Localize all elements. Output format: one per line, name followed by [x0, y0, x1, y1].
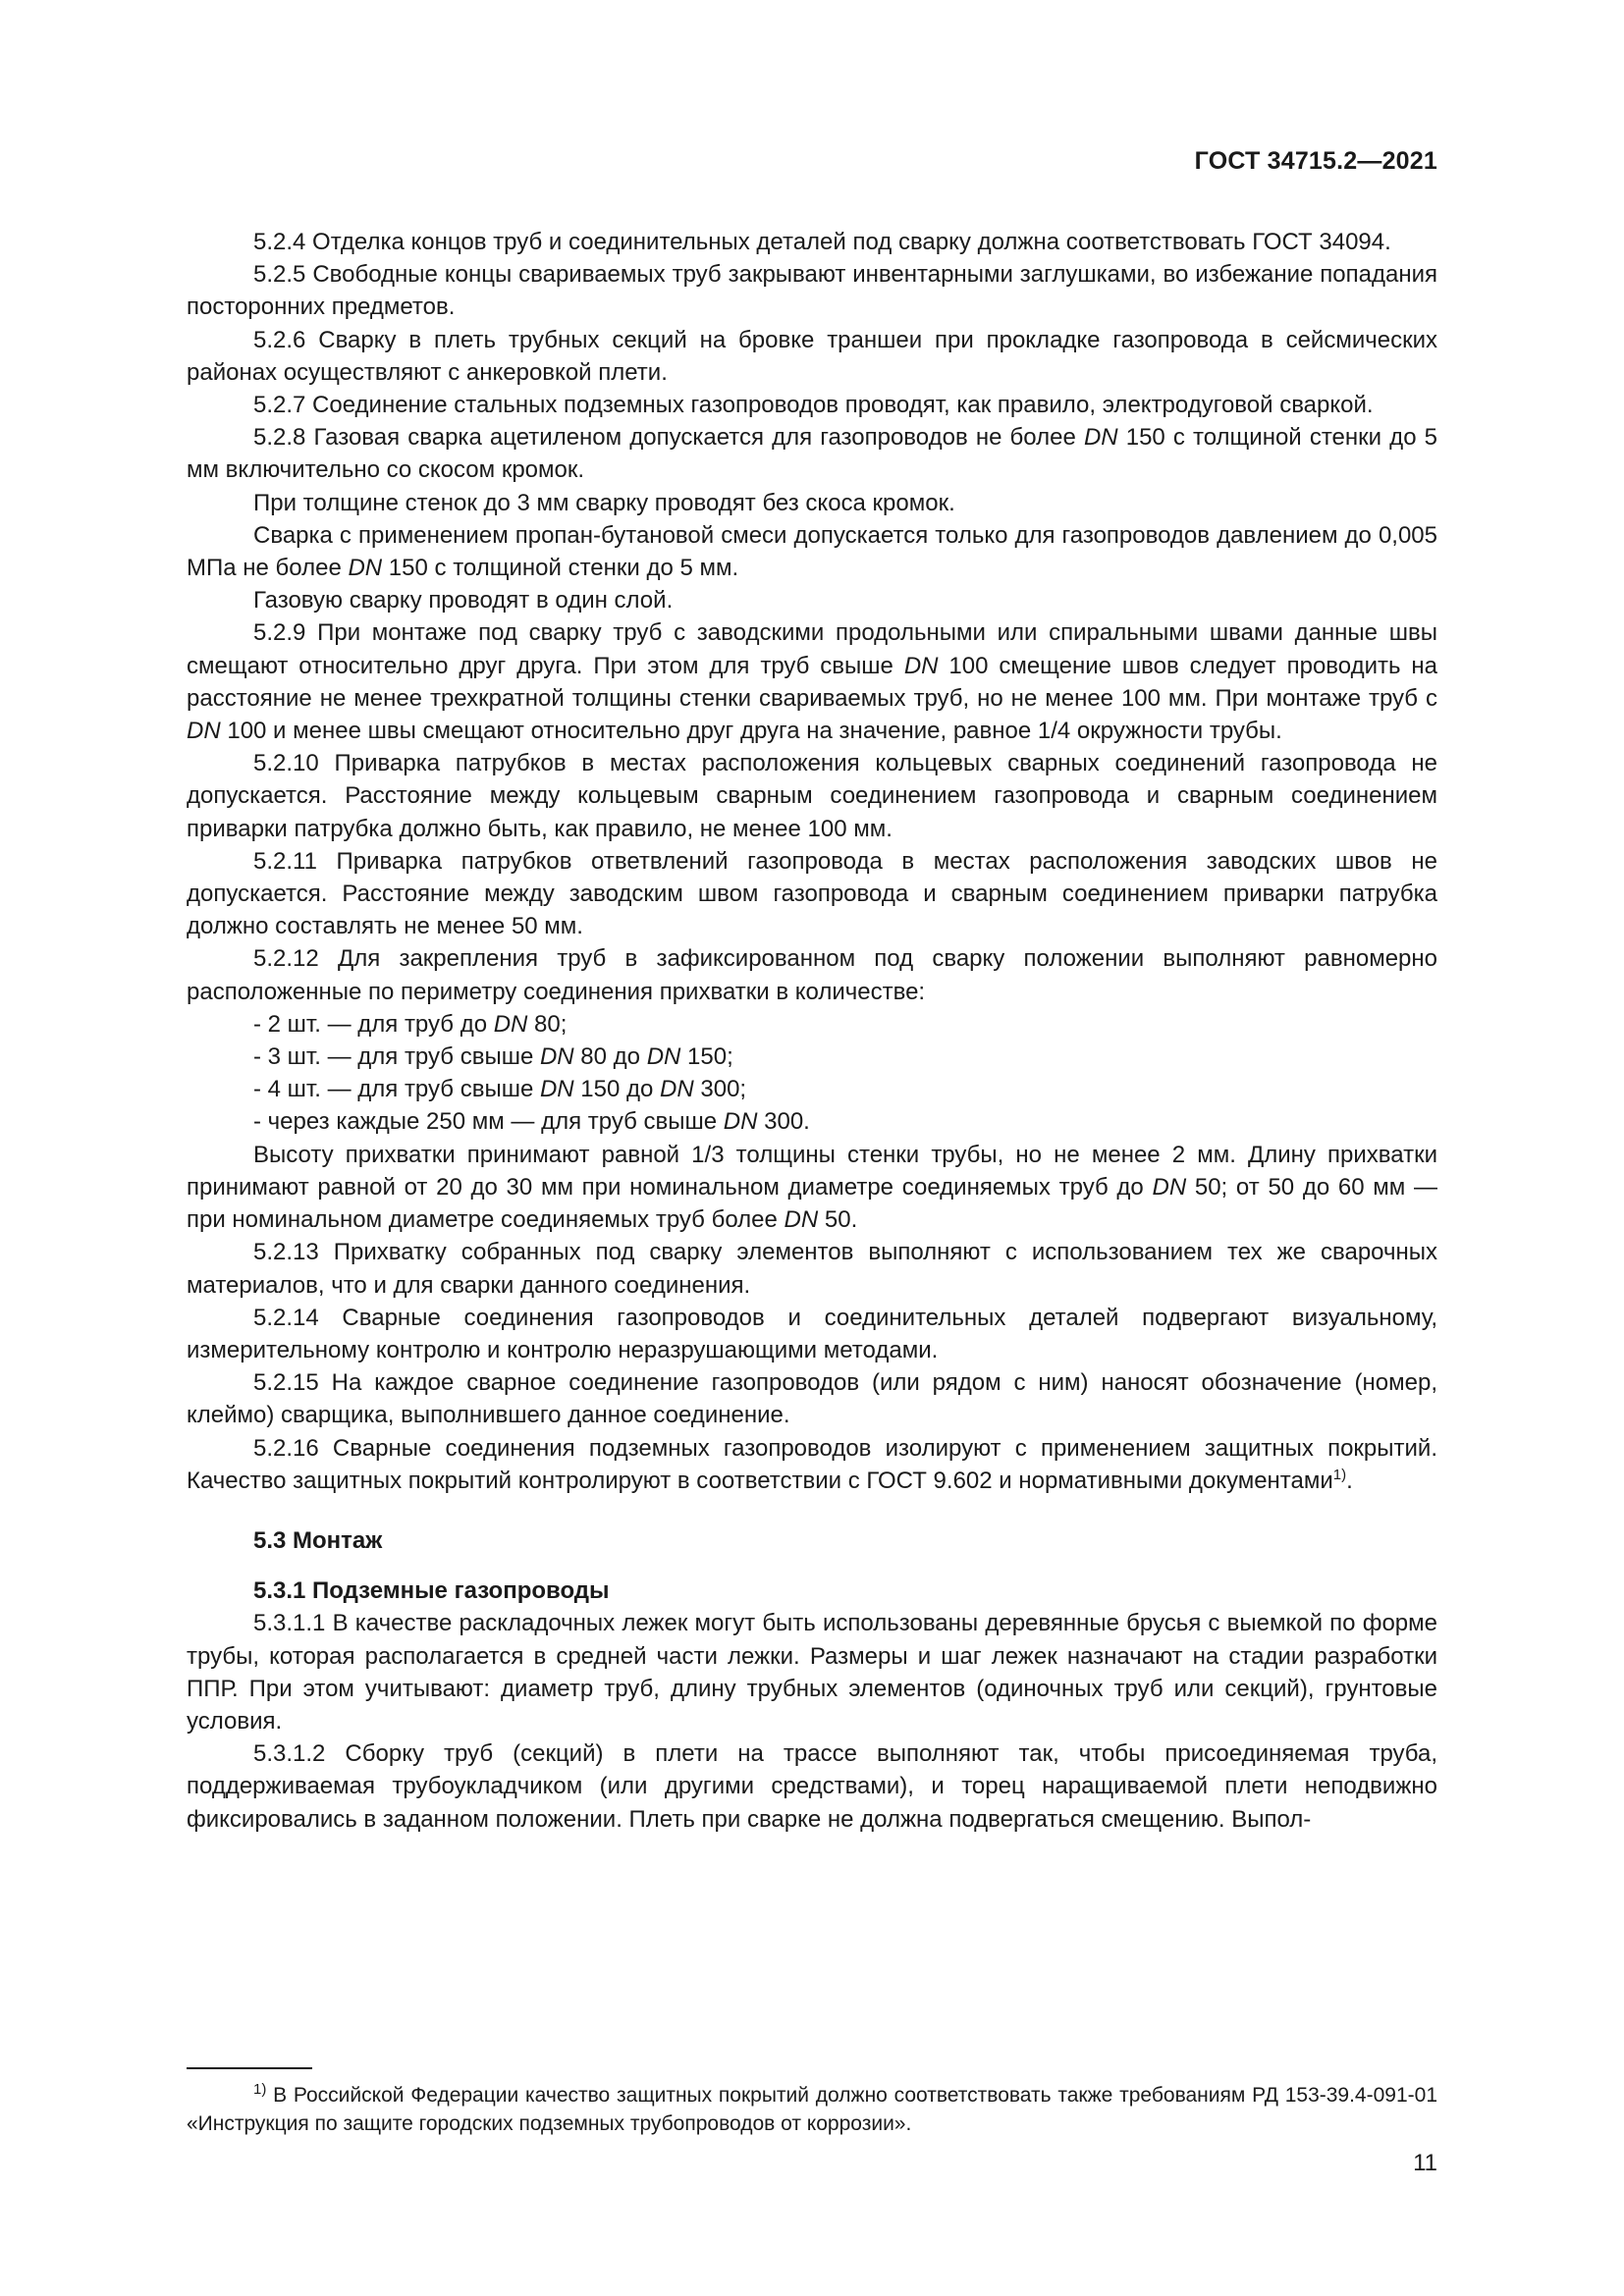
page-number: 11 — [1413, 2150, 1437, 2176]
paragraph-5-2-12-tack-height: Высоту прихватки принимают равной 1/3 толщины стенки трубы, но не менее 2 мм. Длину прихватки принимают равной от 20 до 30 мм при номинальном диаметре соединяемых труб до DN 50; от 50 до 60 мм — при номинальном диаметре соединяемых труб более DN 50. — [187, 1141, 1438, 1234]
paragraph-5-3-1-2: 5.3.1.2 Сборку труб (секций) в плети на трассе выполняют так, чтобы присоединяемая труба, поддерживаемая трубоукладчиком (или другими средствами), и торец наращиваемой плети неподвижно фиксировались в заданном положении. Плеть при сварке не должна подвергаться смещению. Выпол- — [187, 1740, 1437, 1833]
paragraph-5-2-16: 5.2.16 Сварные соединения подземных газопроводов изолируют с применением защитных покрытий. Качество защитных покрытий контролируют в соответствии с ГОСТ 9.602 и нормативными документами$^{1)}$. — [187, 1434, 1437, 1494]
paragraph-5-2-8-thin-walls: При толщине стенок до 3 мм сварку проводят без скоса кромок. — [253, 489, 955, 516]
paragraph-5-2-13: 5.2.13 Прихватку собранных под сварку элементов выполняют с использованием тех же сварочных материалов, что и для сварки данного соединения. — [187, 1239, 1437, 1299]
paragraph-5-2-8: 5.2.8 Газовая сварка ацетиленом допускается для газопроводов не более DN 150 с толщиной стенки до 5 мм включительно со скосом кромок. — [187, 424, 1438, 484]
paragraph-5-2-14: 5.2.14 Сварные соединения газопроводов и соединительных деталей подвергают визуальному, измерительному контролю и контролю неразрушающими методами. — [187, 1304, 1437, 1363]
footnote — [187, 2081, 1437, 2138]
paragraph-5-2-12: 5.2.12 Для закрепления труб в зафиксированном под сварку положении выполняют равномерно расположенные по периметру соединения прихватки в количестве: — [187, 945, 1437, 1005]
body-text — [187, 226, 1437, 1836]
document-code-header: ГОСТ 34715.2—2021 — [1194, 147, 1437, 175]
paragraph-5-2-7: 5.2.7 Соединение стальных подземных газопроводов проводят, как правило, электродуговой сваркой. — [253, 392, 1374, 419]
paragraph-5-2-15: 5.2.15 На каждое сварное соединение газопроводов (или рядом с ним) наносят обозначение (номер, клеймо) сварщика, выполнившего данное соединение. — [187, 1369, 1437, 1429]
footnote-mark: 1) — [253, 2081, 267, 2098]
list-item: - через каждые 250 мм — для труб свыше DN 300. — [253, 1108, 810, 1136]
paragraph-5-2-6: 5.2.6 Сварку в плеть трубных секций на бровке траншеи при прокладке газопровода в сейсмических районах осуществляют с анкеровкой плети. — [187, 326, 1437, 386]
paragraph-5-2-8-single-layer: Газовую сварку проводят в один слой. — [253, 587, 674, 614]
footnote-divider — [187, 2067, 312, 2069]
list-item: - 3 шт. — для труб свыше DN 80 до DN 150; — [253, 1043, 733, 1071]
paragraph-5-2-9: 5.2.9 При монтаже под сварку труб с заводскими продольными или спиральными швами данные швы смещают относительно друг друга. При этом для труб свыше DN 100 смещение швов следует проводить на расстояние не менее трехкратной толщины стенки свариваемых труб, но не менее 100 мм. При монтаже труб с DN 100 и менее швы смещают относительно друг друга на значение, равное 1/4 окружности трубы. — [187, 619, 1438, 745]
paragraph-5-2-10: 5.2.10 Приварка патрубков в местах расположения кольцевых сварных соединений газопровода не допускается. Расстояние между кольцевым сварным соединением газопровода и сварным соединением приварки патрубка должно быть, как правило, не менее 100 мм. — [187, 750, 1437, 842]
list-item: - 2 шт. — для труб до DN 80; — [253, 1010, 568, 1038]
paragraph-5-3-1-1: 5.3.1.1 В качестве раскладочных лежек могут быть использованы деревянные брусья с выемкой по форме трубы, которая располагается в средней части лежки. Размеры и шаг лежек назначают на стадии разработки ППР. При этом учитывают: диаметр труб, длину трубных элементов (одиночных труб или секций), грунтовые условия. — [187, 1610, 1437, 1735]
paragraph-5-2-4: 5.2.4 Отделка концов труб и соединительных деталей под сварку должна соответствовать ГОСТ 34094. — [253, 229, 1391, 255]
list-item: - 4 шт. — для труб свыше DN 150 до DN 300; — [253, 1076, 747, 1103]
paragraph-5-2-8-propane: Сварка с применением пропан-бутановой смеси допускается только для газопроводов давлением до 0,005 МПа не более DN 150 с толщиной стенки до 5 мм. — [187, 521, 1437, 582]
paragraph-5-2-5: 5.2.5 Свободные концы свариваемых труб закрывают инвентарными заглушками, во избежание попадания посторонних предметов. — [187, 261, 1437, 321]
footnote-reference: 1) — [1332, 1466, 1347, 1483]
section-heading-5-3-1: 5.3.1 Подземные газопроводы — [253, 1577, 610, 1605]
paragraph-5-2-11: 5.2.11 Приварка патрубков ответвлений газопровода в местах расположения заводских швов не допускается. Расстояние между заводским швом газопровода и сварным соединением приварки патрубка должно составлять не менее 50 мм. — [187, 847, 1437, 940]
section-heading-5-3: 5.3 Монтаж — [253, 1526, 383, 1554]
footnote-text: В Российской Федерации качество защитных покрытий должно соответствовать также требованиям РД 153-39.4-091-01 «Инструкция по защите городских подземных трубопроводов от коррозии». — [187, 2084, 1437, 2135]
